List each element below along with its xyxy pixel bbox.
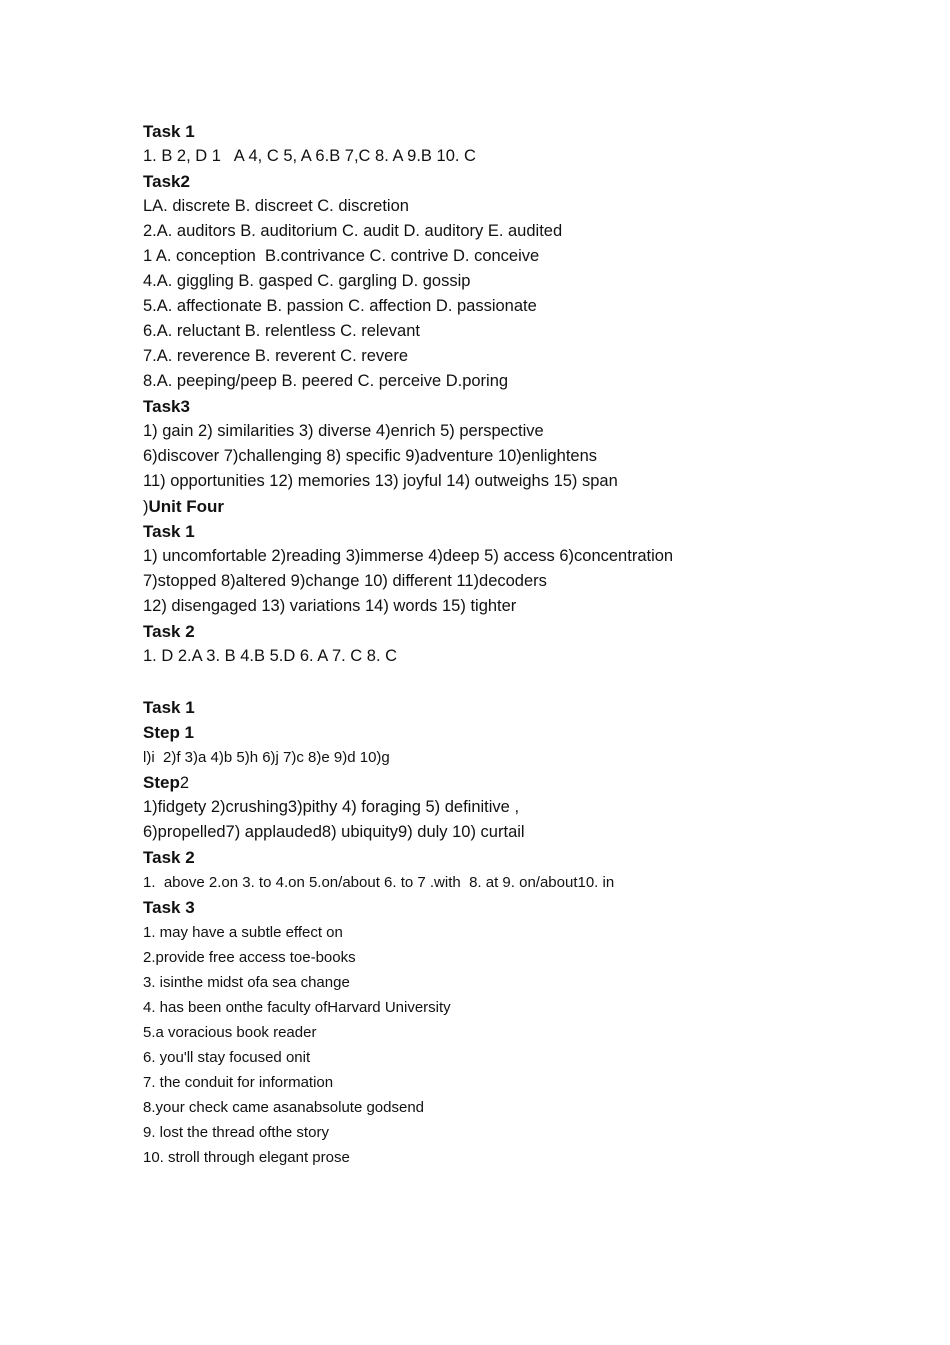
task-heading: Task 1 xyxy=(143,522,195,541)
task-heading: Task3 xyxy=(143,397,190,416)
answer-line: 1) gain 2) similarities 3) diverse 4)enrich 5) perspective xyxy=(143,422,544,440)
task-heading: Task 3 xyxy=(143,897,195,917)
answer-line: 1 A. conception B.contrivance C. contrive D. conceive xyxy=(143,247,540,265)
answer-line: 4. has been onthe faculty ofHarvard University xyxy=(143,998,451,1016)
section-spacer xyxy=(143,669,923,695)
answer-line: 3. isinthe midst ofa sea change xyxy=(143,973,350,991)
answer-line: 1. may have a subtle effect on xyxy=(143,923,343,941)
unit-title-line xyxy=(143,494,923,519)
answer-line: 9. lost the thread ofthe story xyxy=(143,1123,329,1141)
answer-line: 8.A. peeping/peep B. peered C. perceive D.poring xyxy=(143,372,509,390)
task-heading: Task 1 xyxy=(143,122,195,141)
answer-line: LA. discrete B. discreet C. discretion xyxy=(143,197,409,215)
answer-line: 1. above 2.on 3. to 4.on 5.on/about 6. to 7 .with 8. at 9. on/about10. in xyxy=(143,873,615,891)
step-heading: Step 1 xyxy=(143,722,195,742)
unit-title: Unit Four xyxy=(148,497,225,516)
answer-line: 1. D 2.A 3. B 4.B 5.D 6. A 7. C 8. C xyxy=(143,647,398,665)
answer-line: 6.A. reluctant B. relentless C. relevant xyxy=(143,322,420,340)
answer-line: 11) opportunities 12) memories 13) joyful 14) outweighs 15) span xyxy=(143,472,618,490)
answer-line: 10. stroll through elegant prose xyxy=(143,1148,350,1166)
step-heading-line xyxy=(143,770,923,795)
answer-line: 1)fidgety 2)crushing3)pithy 4) foraging 5) definitive , xyxy=(143,797,520,816)
answer-line: 6. you'll stay focused onit xyxy=(143,1048,311,1066)
answer-line: 2.A. auditors B. auditorium C. audit D. auditory E. audited xyxy=(143,222,563,240)
task-heading: Task 2 xyxy=(143,847,195,867)
answer-key-document xyxy=(143,119,923,1170)
step-number: 2 xyxy=(179,773,190,792)
task-heading: Task 2 xyxy=(143,622,195,641)
answer-line: 1. B 2, D 1 A 4, C 5, A 6.B 7,C 8. A 9.B 10. C xyxy=(143,147,476,165)
step-heading: Step xyxy=(143,772,180,792)
task-heading: Task2 xyxy=(143,172,190,191)
answer-line: 4.A. giggling B. gasped C. gargling D. gossip xyxy=(143,272,471,290)
answer-line: 8.your check came asanabsolute godsend xyxy=(143,1098,425,1116)
answer-line: 2.provide free access toe-books xyxy=(143,948,356,966)
answer-line: 12) disengaged 13) variations 14) words 15) tighter xyxy=(143,597,517,615)
answer-line: 7.A. reverence B. reverent C. revere xyxy=(143,347,409,365)
answer-line: l)i 2)f 3)a 4)b 5)h 6)j 7)c 8)e 9)d 10)g xyxy=(143,748,390,766)
answer-line: 6)propelled7) applauded8) ubiquity9) duly 10) curtail xyxy=(143,822,525,841)
unit-title-prefix: ) xyxy=(143,498,149,516)
answer-line: 5.a voracious book reader xyxy=(143,1023,317,1041)
answer-line: 1) uncomfortable 2)reading 3)immerse 4)deep 5) access 6)concentration xyxy=(143,547,674,565)
answer-line: 6)discover 7)challenging 8) specific 9)adventure 10)enlightens xyxy=(143,447,598,465)
task-heading: Task 1 xyxy=(143,697,195,717)
answer-line: 5.A. affectionate B. passion C. affection D. passionate xyxy=(143,297,537,315)
answer-line: 7. the conduit for information xyxy=(143,1073,334,1091)
answer-line: 7)stopped 8)altered 9)change 10) different 11)decoders xyxy=(143,572,547,590)
